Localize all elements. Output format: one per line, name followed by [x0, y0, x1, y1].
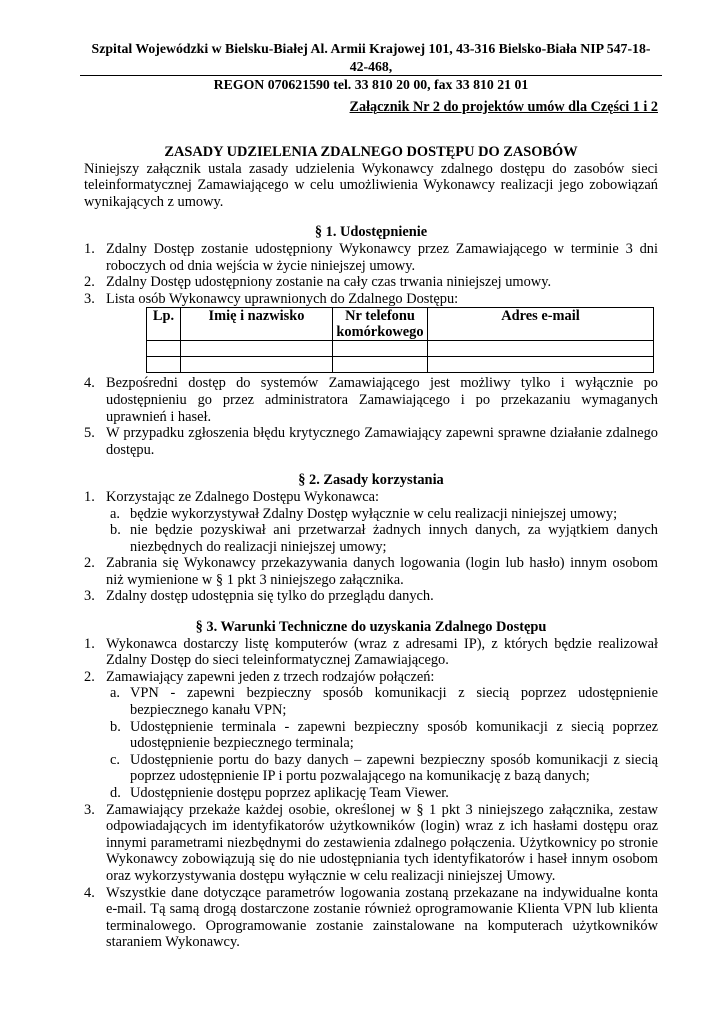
- column-header-email: Adres e-mail: [428, 308, 654, 341]
- item-text: Zabrania się Wykonawcy przekazywania danych logowania (login lub hasło) innym osobom niż wymienione w § 1 pkt 3 niniejszego załącznika.: [106, 555, 658, 588]
- subitem-text: będzie wykorzystywał Zdalny Dostęp wyłącznie w celu realizacji niniejszej umowy;: [130, 505, 618, 522]
- section-1-item: [84, 274, 658, 291]
- section-3-title: § 3. Warunki Techniczne do uzyskania Zdalnego Dostępu: [195, 619, 547, 636]
- item-text: Wszystkie dane dotyczące parametrów logowania zostaną przekazane na indywidualne konta e-mail. Tą samą drogą dostarczone zostanie również oprogramowanie Klienta VPN lub klienta terminalowego. Oprogramowanie zostanie zainstalowane na komputerach użytkowników staraniem Wykonawcy.: [106, 884, 658, 951]
- subitem-letter: a.: [110, 685, 120, 702]
- item-text: W przypadku zgłoszenia błędu krytycznego Zamawiający zapewni sprawne działanie zdalnego dostępu.: [106, 425, 658, 458]
- section-2-subitem: [84, 506, 658, 523]
- subitem-text: Udostępnienie portu do bazy danych – zapewni bezpieczny sposób komunikacji z siecią poprzez udostępnienie IP i portu pozwalającego na komunikację z bazą danych;: [130, 751, 658, 785]
- item-number: 5.: [84, 425, 95, 442]
- subitem-letter: b.: [110, 522, 121, 539]
- section-3-item: 1. Wykonawca dostarczy listę komputerów (wraz z adresami IP), z których będzie realizował Zdalny Dostęp do sieci teleinformatycznej Zamawiającego.: [84, 635, 658, 669]
- section-3-item: 2. Zamawiający zapewni jeden z trzech rodzajów połączeń:: [84, 668, 435, 685]
- header-line-1: Szpital Wojewódzki w Bielsku-Białej Al. Armii Krajowej 101, 43-316 Bielsko-Biała NIP 547-18-42-468,: [91, 41, 651, 74]
- subitem-letter: d.: [110, 785, 121, 801]
- section-2-item: 1. Korzystając ze Zdalnego Dostępu Wykonawca:: [84, 488, 379, 505]
- header-divider: [80, 75, 662, 76]
- section-3-subitem: [84, 785, 658, 802]
- section-2-title: § 2. Zasady korzystania: [298, 472, 444, 489]
- item-text: Zdalny dostęp udostępnia się tylko do przeglądu danych.: [106, 588, 434, 605]
- subitem-letter: b.: [110, 718, 121, 735]
- document-header: [84, 40, 658, 94]
- item-number: 3.: [84, 290, 95, 307]
- document-body: [84, 144, 658, 951]
- section-3-subitem: [84, 685, 658, 718]
- intro-paragraph: Niniejszy załącznik ustala zasady udzielenia Wykonawcy zdalnego dostępu do zasobów sieci teleinformatycznej Zamawiającego w celu umożliwienia Wykonawcy realizacji jego zobowiązań wynikających z umowy.: [84, 160, 658, 210]
- item-number: 4.: [84, 375, 95, 392]
- item-number: 1.: [84, 240, 95, 257]
- section-3-subitem: [84, 752, 658, 785]
- item-text: Lista osób Wykonawcy uprawnionych do Zdalnego Dostępu:: [106, 290, 459, 307]
- item-text: Zdalny Dostęp udostępniony zostanie na cały czas trwania niniejszej umowy.: [106, 274, 552, 291]
- section-3-item: 4. Wszystkie dane dotyczące parametrów logowania zostaną przekazane na indywidualne konta e-mail. Tą samą drogą dostarczone zostanie również oprogramowanie Klienta VPN lub klienta terminalowego. Oprogramowanie zostanie zainstalowane na komputerach użytkowników staraniem Wykonawcy.: [84, 884, 658, 951]
- item-text: Wykonawca dostarczy listę komputerów (wraz z adresami IP), z których będzie realizował Zdalny Dostęp do sieci teleinformatycznej Zamawiającego.: [106, 635, 658, 669]
- authorized-persons-table: [146, 307, 654, 373]
- section-1-item: [84, 375, 658, 425]
- section-1-item: [84, 291, 658, 308]
- item-text: Zamawiający zapewni jeden z trzech rodzajów połączeń:: [106, 668, 435, 685]
- subitem-letter: a.: [110, 505, 120, 522]
- item-text: Zamawiający przekaże każdej osobie, określonej w § 1 pkt 3 niniejszego załącznika, zestaw odpowiadających im identyfikatorów użytkowników (login) wraz z ich hasłami dostępu oraz innymi parametrami niezbędnymi do zestawienia zdalnego połączenia. Użytkownicy po stronie Wykonawcy zobowiązują się do nie udostępniania tych identyfikatorów i haseł innym osobom oraz wykorzystywania dostępu wyłącznie w celu realizacji niniejszej Umowy.: [106, 801, 658, 884]
- item-text: Korzystając ze Zdalnego Dostępu Wykonawca:: [106, 488, 379, 505]
- subitem-text: Udostępnienie dostępu poprzez aplikację Team Viewer.: [130, 785, 449, 801]
- item-text: Bezpośredni dostęp do systemów Zamawiającego jest możliwy tylko i wyłącznie po udostępnieniu go przez administratora Zamawiającego i po przekazaniu wymaganych uprawnień i haseł.: [106, 375, 658, 425]
- section-2-subitem: [84, 522, 658, 555]
- section-2-item: 2. Zabrania się Wykonawcy przekazywania danych logowania (login lub hasło) innym osobom niż wymienione w § 1 pkt 3 niniejszego załącznika.: [84, 555, 658, 588]
- header-line-2: REGON 070621590 tel. 33 810 20 00, fax 33 810 21 01: [213, 77, 529, 92]
- column-header-phone: Nr telefonu komórkowego: [333, 308, 428, 341]
- section-3-subitem: [84, 719, 658, 752]
- column-header-lp: Lp.: [147, 308, 181, 341]
- item-text: Zdalny Dostęp zostanie udostępniony Wykonawcy przez Zamawiającego w terminie 3 dni roboczych od dnia wejścia w życie niniejszej umowy.: [106, 240, 658, 274]
- column-header-name: Imię i nazwisko: [181, 308, 333, 341]
- section-3-item: 3. Zamawiający przekaże każdej osobie, określonej w § 1 pkt 3 niniejszego załącznika, zestaw odpowiadających im identyfikatorów użytkowników (login) wraz z ich hasłami dostępu oraz innymi parametrami niezbędnymi do zestawienia zdalnego połączenia. Użytkownicy po stronie Wykonawcy zobowiązują się do nie udostępniania tych identyfikatorów i haseł innym osobom oraz wykorzystywania dostępu wyłącznie w celu realizacji niniejszej Umowy.: [84, 801, 658, 884]
- subitem-letter: c.: [110, 751, 120, 768]
- subitem-text: Udostępnienie terminala - zapewni bezpieczny sposób komunikacji z siecią poprzez udostępnienie bezpiecznego terminala;: [130, 718, 658, 752]
- subitem-text: VPN - zapewni bezpieczny sposób komunikacji z siecią poprzez udostępnienie bezpiecznego kanału VPN;: [130, 685, 658, 719]
- document-title: ZASADY UDZIELENIA ZDALNEGO DOSTĘPU DO ZASOBÓW: [164, 144, 578, 160]
- section-1-item: [84, 241, 658, 274]
- section-1-item: [84, 425, 658, 458]
- attachment-label: Załącznik Nr 2 do projektów umów dla Części 1 i 2: [349, 99, 658, 115]
- table-row: [147, 341, 654, 357]
- item-number: 2.: [84, 274, 95, 291]
- section-2-item: 3. Zdalny dostęp udostępnia się tylko do przeglądu danych.: [84, 588, 434, 605]
- section-1-title: § 1. Udostępnienie: [314, 224, 428, 241]
- table-row: [147, 357, 654, 373]
- subitem-text: nie będzie pozyskiwał ani przetwarzał żadnych innych danych, za wyjątkiem danych niezbędnych do realizacji niniejszej umowy;: [130, 522, 658, 555]
